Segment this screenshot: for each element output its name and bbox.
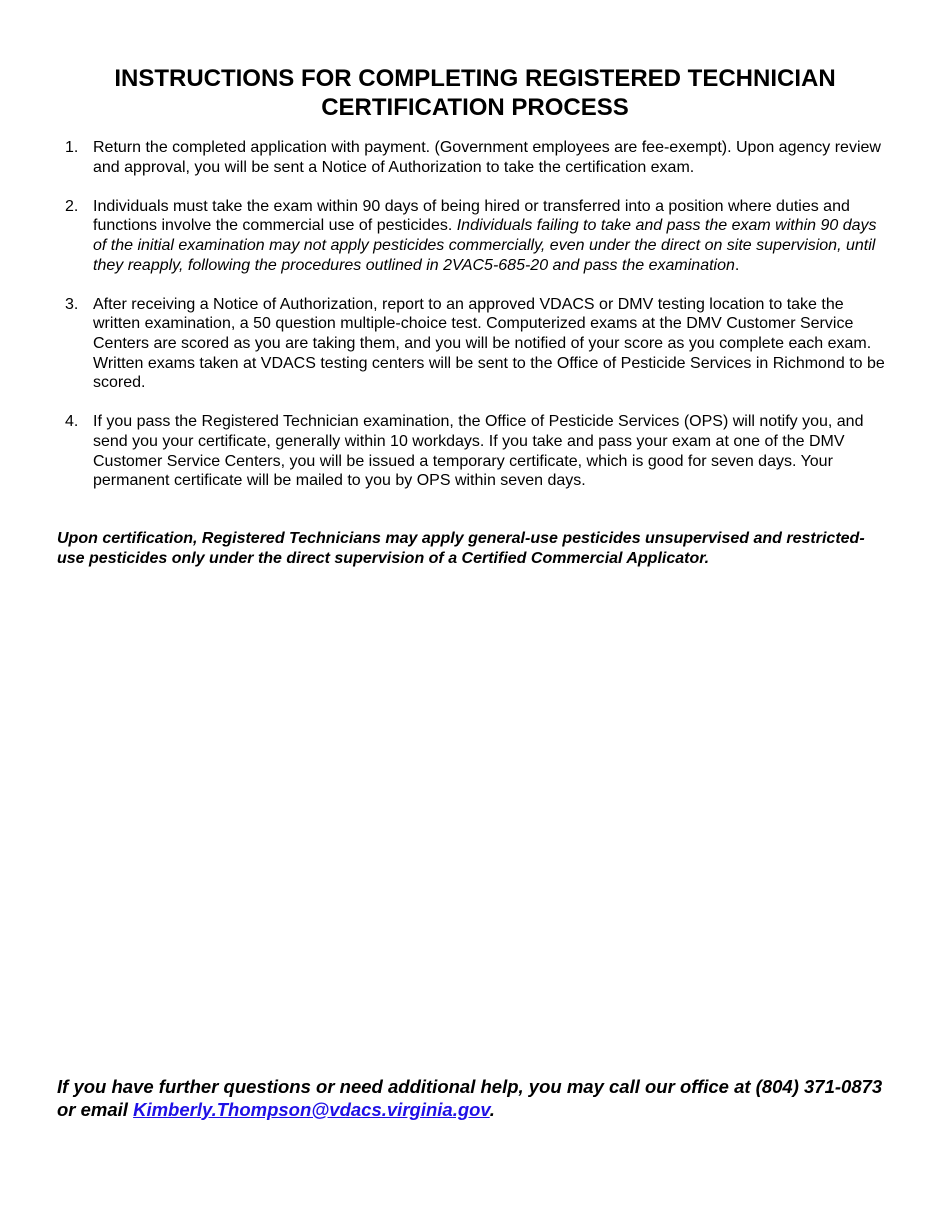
title-line-1: INSTRUCTIONS FOR COMPLETING REGISTERED TECHNICIAN bbox=[114, 65, 836, 92]
step-number: 4. bbox=[65, 413, 79, 431]
instruction-step-2 bbox=[62, 197, 892, 275]
page-title bbox=[60, 64, 890, 122]
contact-info bbox=[57, 1076, 907, 1121]
instruction-steps-list bbox=[62, 138, 892, 510]
step-number: 1. bbox=[65, 139, 79, 156]
instruction-step-3 bbox=[62, 295, 892, 393]
contact-email-link[interactable]: Kimberly.Thompson@vdacs.virginia.gov bbox=[133, 1098, 490, 1120]
instruction-step-1 bbox=[62, 138, 892, 177]
step-text-italic: Individuals failing to take and pass the exam within 90 days of the initial examination may not apply pesticides commercially, even under the direct on site supervision, until they reapply, following the procedures outlined in 2VAC5-685-20 and pass the examination bbox=[93, 217, 877, 274]
instruction-step-4 bbox=[62, 412, 892, 490]
step-text: Return the completed application with payment. (Government employees are fee-exempt). Upon agency review and approval, you will be sent a Notice of Authorization to take the certification exam. bbox=[93, 139, 881, 176]
step-text bbox=[93, 198, 877, 274]
title-line-2: CERTIFICATION PROCESS bbox=[321, 94, 629, 121]
contact-line-1: If you have further questions or need additional help, you may call our office at (804) 371-0873 bbox=[57, 1076, 883, 1097]
certification-notice: Upon certification, Registered Technicians may apply general-use pesticides unsupervised and restricted-use pesticides only under the direct supervision of a Certified Commercial Applicator. bbox=[57, 530, 865, 567]
contact-email-suffix: . bbox=[489, 1098, 495, 1120]
step-text-trailing: . bbox=[734, 256, 740, 274]
step-text: After receiving a Notice of Authorization, report to an approved VDACS or DMV testing location to take the written examination, a 50 question multiple-choice test. Computerized exams at the DMV Customer Service Centers are scored as you are taking them, and you will be notified of your score as you complete each exam. Written exams taken at VDACS testing centers will be sent to the Office of Pesticide Services in Richmond to be scored. bbox=[93, 295, 885, 392]
step-text-regular: Individuals must take the exam within 90 days of being hired or transferred into a position where duties and functions involve the commercial use of pesticides. bbox=[93, 197, 850, 235]
step-text: If you pass the Registered Technician examination, the Office of Pesticide Services (OPS) will notify you, and send you your certificate, generally within 10 workdays. If you take and pass your exam at one of the DMV Customer Service Centers, you will be issued a temporary certificate, which is good for seven days. Your permanent certificate will be mailed to you by OPS within seven days. bbox=[93, 413, 864, 490]
step-number: 3. bbox=[65, 295, 79, 313]
contact-email-prefix: or email bbox=[57, 1098, 134, 1120]
step-number: 2. bbox=[65, 197, 79, 215]
